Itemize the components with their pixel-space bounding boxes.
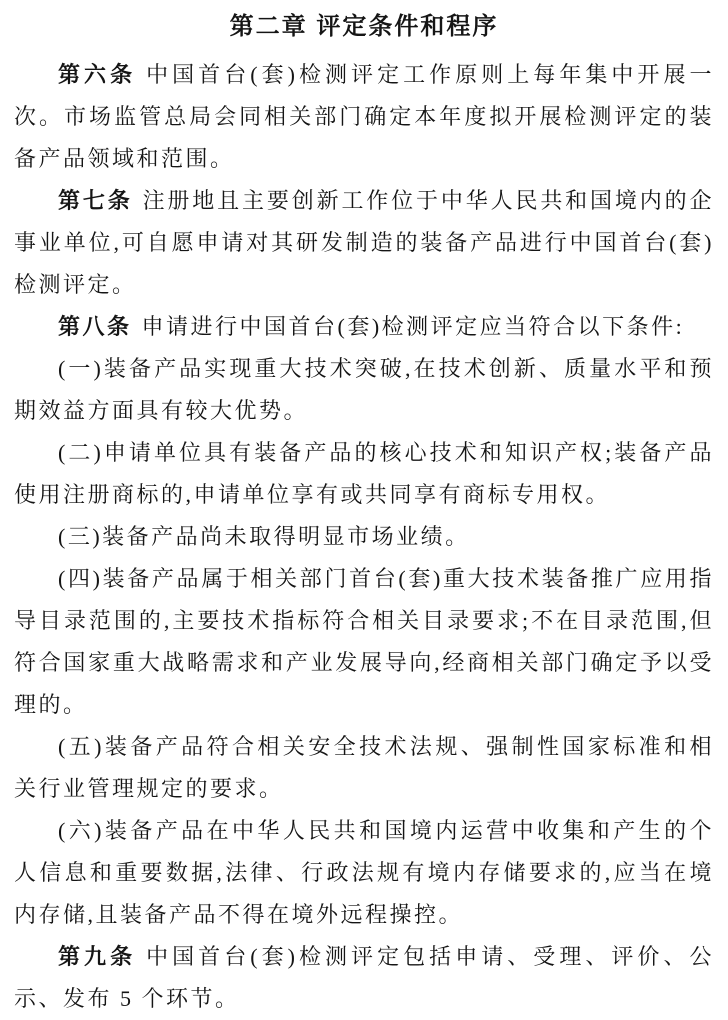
article-6-text: 中国首台(套)检测评定工作原则上每年集中开展一次。市场监管总局会同相关部门确定本年度拟开展检测评定的装备产品领域和范围。: [14, 62, 714, 171]
item-6-text: (六)装备产品在中华人民共和国境内运营中收集和产生的个人信息和重要数据,法律、行政法规有境内存储要求的,应当在境内存储,且装备产品不得在境外远程操控。: [14, 818, 714, 927]
paragraph-item-6: [14, 810, 714, 936]
paragraph-article-8: [14, 306, 714, 348]
article-9-label: 第九条: [58, 944, 137, 969]
article-8-label: 第八条: [58, 314, 132, 339]
item-4-text: (四)装备产品属于相关部门首台(套)重大技术装备推广应用指导目录范围的,主要技术指标符合相关目录要求;不在目录范围,但符合国家重大战略需求和产业发展导向,经商相关部门确定予以受理的。: [14, 566, 714, 717]
item-1-text: (一)装备产品实现重大技术突破,在技术创新、质量水平和预期效益方面具有较大优势。: [14, 356, 714, 423]
paragraph-article-6: [14, 54, 714, 180]
paragraph-item-4: [14, 558, 714, 726]
article-9-text: 中国首台(套)检测评定包括申请、受理、评价、公示、发布 5 个环节。: [14, 944, 714, 1011]
article-7-text: 注册地且主要创新工作位于中华人民共和国境内的企事业单位,可自愿申请对其研发制造的装备产品进行中国首台(套)检测评定。: [14, 188, 714, 297]
chapter-title: 第二章 评定条件和程序: [229, 13, 499, 40]
article-6-label: 第六条: [58, 62, 137, 87]
paragraph-item-3: [14, 516, 714, 558]
paragraph-item-5: [14, 726, 714, 810]
paragraph-article-7: [14, 180, 714, 306]
item-3-text: (三)装备产品尚未取得明显市场业绩。: [58, 524, 470, 549]
paragraph-article-9: [14, 936, 714, 1020]
item-5-text: (五)装备产品符合相关安全技术法规、强制性国家标准和相关行业管理规定的要求。: [14, 734, 714, 801]
paragraph-item-1: [14, 348, 714, 432]
article-7-label: 第七条: [58, 188, 133, 213]
paragraph-item-2: [14, 432, 714, 516]
item-2-text: (二)申请单位具有装备产品的核心技术和知识产权;装备产品使用注册商标的,申请单位享有或共同享有商标专用权。: [14, 440, 714, 507]
article-8-text: 申请进行中国首台(套)检测评定应当符合以下条件:: [141, 314, 685, 339]
